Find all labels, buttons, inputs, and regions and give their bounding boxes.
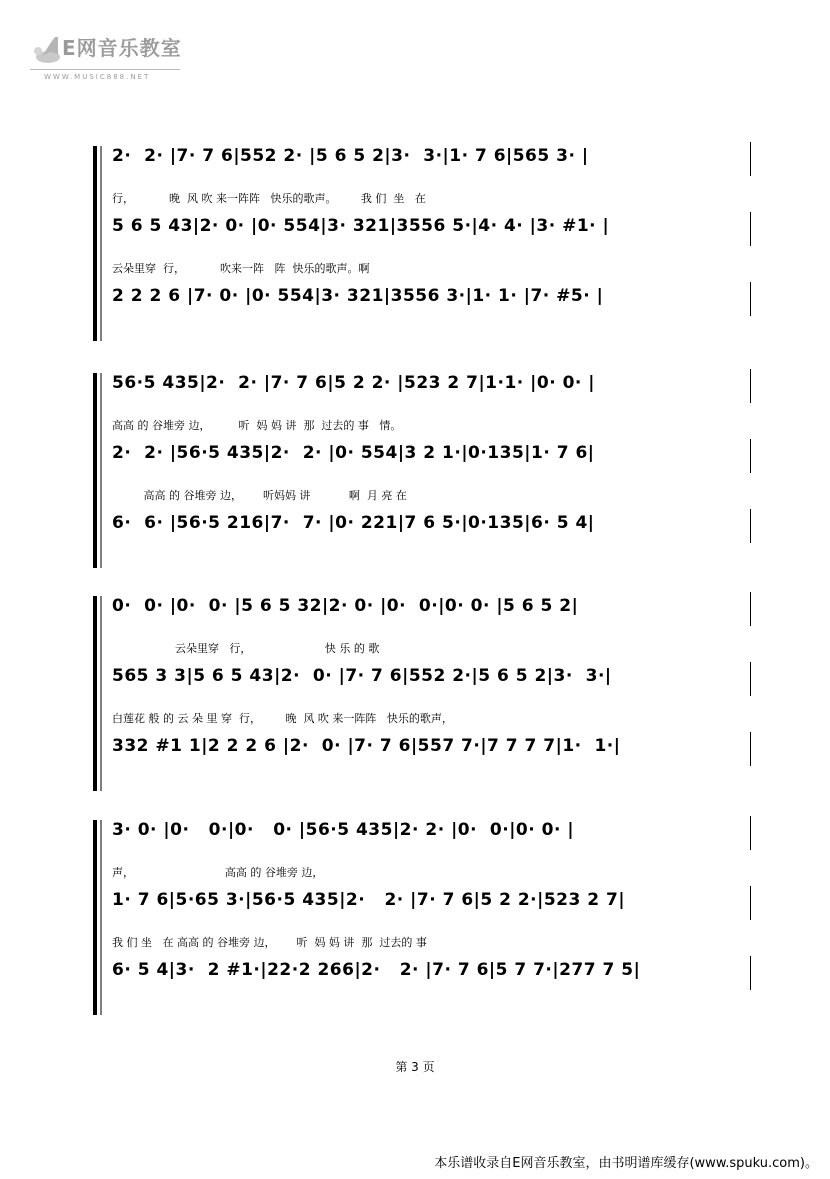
lyric-line: 云朵里穿 行， 吹来一阵 阵 快乐的歌声。啊 <box>112 262 370 275</box>
staff-notes: 2 2 2 6 |7· 0· |0· 554|3· 321|3556 3·|1· 1· |7· #5· | <box>112 286 604 306</box>
logo-url: WWW.MUSIC888.NET <box>44 73 151 81</box>
lyric-line: 高高 的 谷堆旁 边， 听妈妈 讲 啊 月 亮 在 <box>112 489 407 502</box>
lyric-line: 高高 的 谷堆旁 边， 听 妈 妈 讲 那 过去的 事 情。 <box>112 419 402 432</box>
end-barline <box>750 816 751 850</box>
staff-notes: 56·5 435|2· 2· |7· 7 6|5 2 2· |523 2 7|1·1· |0· 0· | <box>112 373 596 393</box>
page-number: 第 3 页 <box>395 1060 435 1074</box>
footer-credit: 本乐谱收录自E网音乐教室，由书明谱库缓存(www.spuku.com)。 <box>434 1156 818 1171</box>
staff-notes: 565 3 3|5 6 5 43|2· 0· |7· 7 6|552 2·|5 6 5 2|3· 3·| <box>112 666 612 686</box>
staff-notes: 332 #1 1|2 2 2 6 |2· 0· |7· 7 6|557 7·|7 7 7 7|1· 1·| <box>112 736 621 756</box>
staff-notes: 6· 6· |56·5 216|7· 7· |0· 221|7 6 5·|0·135|6· 5 4| <box>112 513 595 533</box>
staff-notes: 1· 7 6|5·65 3·|56·5 435|2· 2· |7· 7 6|5 2 2·|523 2 7| <box>112 890 626 910</box>
lyric-line: 声， 高高 的 谷堆旁 边， <box>112 866 324 879</box>
staff-notes: 2· 2· |7· 7 6|552 2· |5 6 5 2|3· 3·|1· 7 6|565 3· | <box>112 146 589 166</box>
staff-notes: 6· 5 4|3· 2 #1·|22·2 266|2· 2· |7· 7 6|5 7 7·|277 7 5| <box>112 960 641 980</box>
staff-notes: 5 6 5 43|2· 0· |0· 554|3· 321|3556 5·|4· 4· |3· #1· | <box>112 216 610 236</box>
staff-notes: 2· 2· |56·5 435|2· 2· |0· 554|3 2 1·|0·135|1· 7 6| <box>112 443 595 463</box>
lyric-line: 白莲花 般 的 云 朵 里 穿 行， 晚 风 吹 来一阵阵 快乐的歌声， <box>112 712 453 725</box>
logo-text: E网音乐教室 <box>62 36 182 60</box>
lyric-line: 行， 晚 风 吹 来一阵阵 快乐的歌声。 我 们 坐 在 <box>112 192 426 205</box>
staff-notes: 0· 0· |0· 0· |5 6 5 32|2· 0· |0· 0·|0· 0· |5 6 5 2| <box>112 596 579 616</box>
end-barline <box>750 886 751 920</box>
lyric-line: 云朵里穿 行， 快 乐 的 歌 <box>112 642 380 655</box>
lyric-line: 我 们 坐 在 高高 的 谷堆旁 边， 听 妈 妈 讲 那 过去的 事 <box>112 936 427 949</box>
end-barline <box>750 956 751 990</box>
staff-notes: 3· 0· |0· 0·|0· 0· |56·5 435|2· 2· |0· 0·|0· 0· | <box>112 820 575 840</box>
